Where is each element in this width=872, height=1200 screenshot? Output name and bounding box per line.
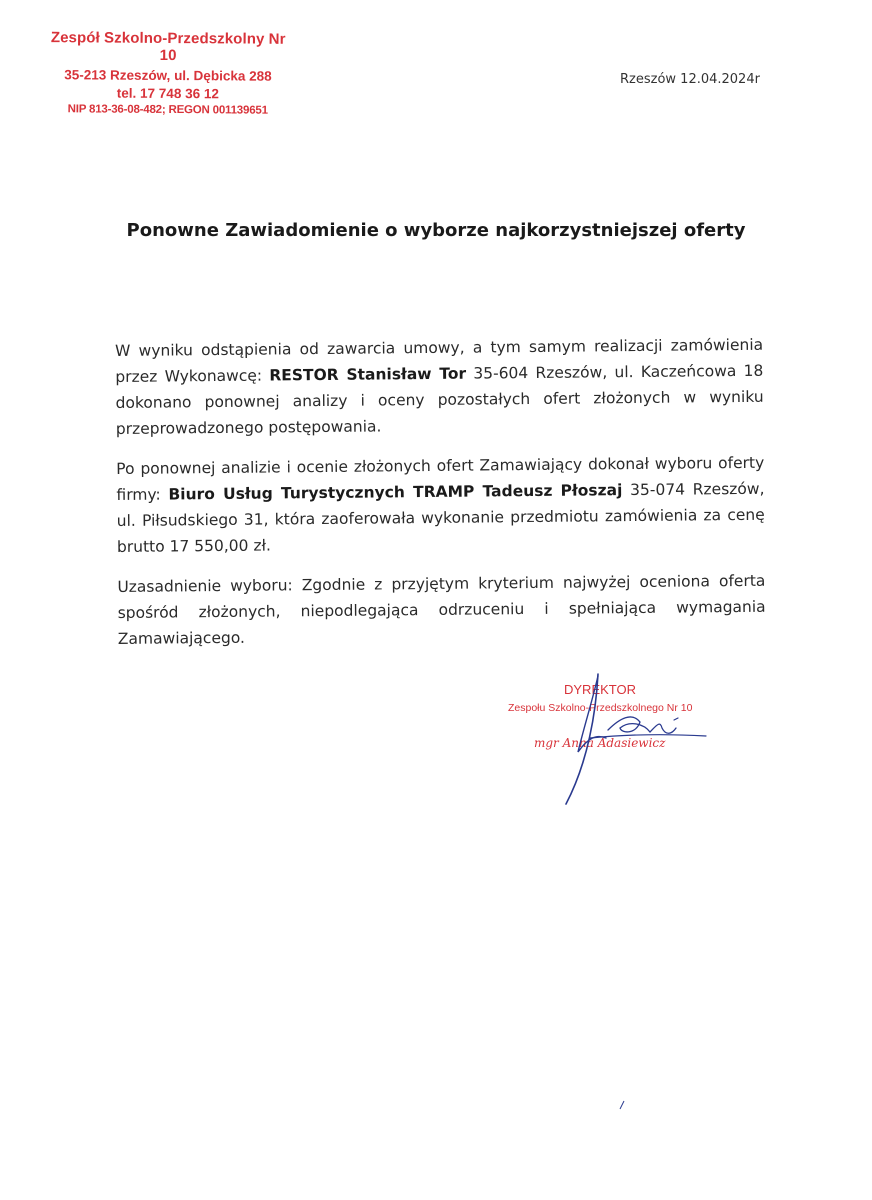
director-signature-block: [500, 672, 720, 812]
paragraph1-text-b: 35-604 Rzeszów, ul. Kaczeńcowa 18 dokonano ponownej analizy i oceny pozostałych ofert złożonych w wyniku przeprowadzonego postępowania.: [115, 361, 764, 438]
selected-company-name: Biuro Usług Turystycznych TRAMP Tadeusz Płoszaj: [168, 481, 623, 504]
document-body: [115, 332, 766, 666]
school-header-stamp: [48, 29, 289, 117]
handwritten-signature-icon: [500, 672, 720, 812]
stamp-phone: tel. 17 748 36 12: [116, 85, 219, 102]
signature-name: mgr Anna Adasiewicz: [534, 736, 666, 750]
paragraph-withdrawal: [115, 332, 764, 442]
stray-mark-icon: [618, 1100, 626, 1110]
paragraph-selection: [116, 450, 765, 560]
signature-title: DYREKTOR: [564, 682, 636, 697]
previous-contractor-name: RESTOR Stanisław Tor: [269, 364, 467, 385]
paragraph-justification: Uzasadnienie wyboru: Zgodnie z przyjętym kryterium najwyżej oceniona oferta spośród złożonych, niepodlegająca odrzuceniu i spełniająca wymagania Zamawiającego.: [117, 571, 766, 648]
document-title: Ponowne Zawiadomienie o wyborze najkorzystniejszej oferty: [126, 220, 746, 241]
paragraph1-text-a: W wyniku odstąpienia od zawarcia umowy, a tym samym realizacji zamówienia przez Wykonawcę:: [115, 335, 764, 386]
paragraph2-text-b: 35-074 Rzeszów, ul. Piłsudskiego 31, która zaoferowała wykonanie przedmiotu zamówienia za cenę brutto 17 550,00 zł.: [116, 479, 765, 556]
signature-school: Zespołu Szkolno-Przedszkolnego Nr 10: [508, 702, 693, 714]
document-date: Rzeszów 12.04.2024r: [620, 72, 760, 87]
stamp-address: 35-213 Rzeszów, ul. Dębicka 288: [64, 67, 272, 84]
paragraph2-text-a: Po ponownej analizie i ocenie złożonych ofert Zamawiający dokonał wyboru oferty firmy:: [116, 453, 765, 504]
stamp-tax-ids: NIP 813-36-08-482; REGON 001139651: [67, 103, 268, 117]
stamp-school-name: Zespół Szkolno-Przedszkolny Nr 10: [50, 29, 286, 65]
